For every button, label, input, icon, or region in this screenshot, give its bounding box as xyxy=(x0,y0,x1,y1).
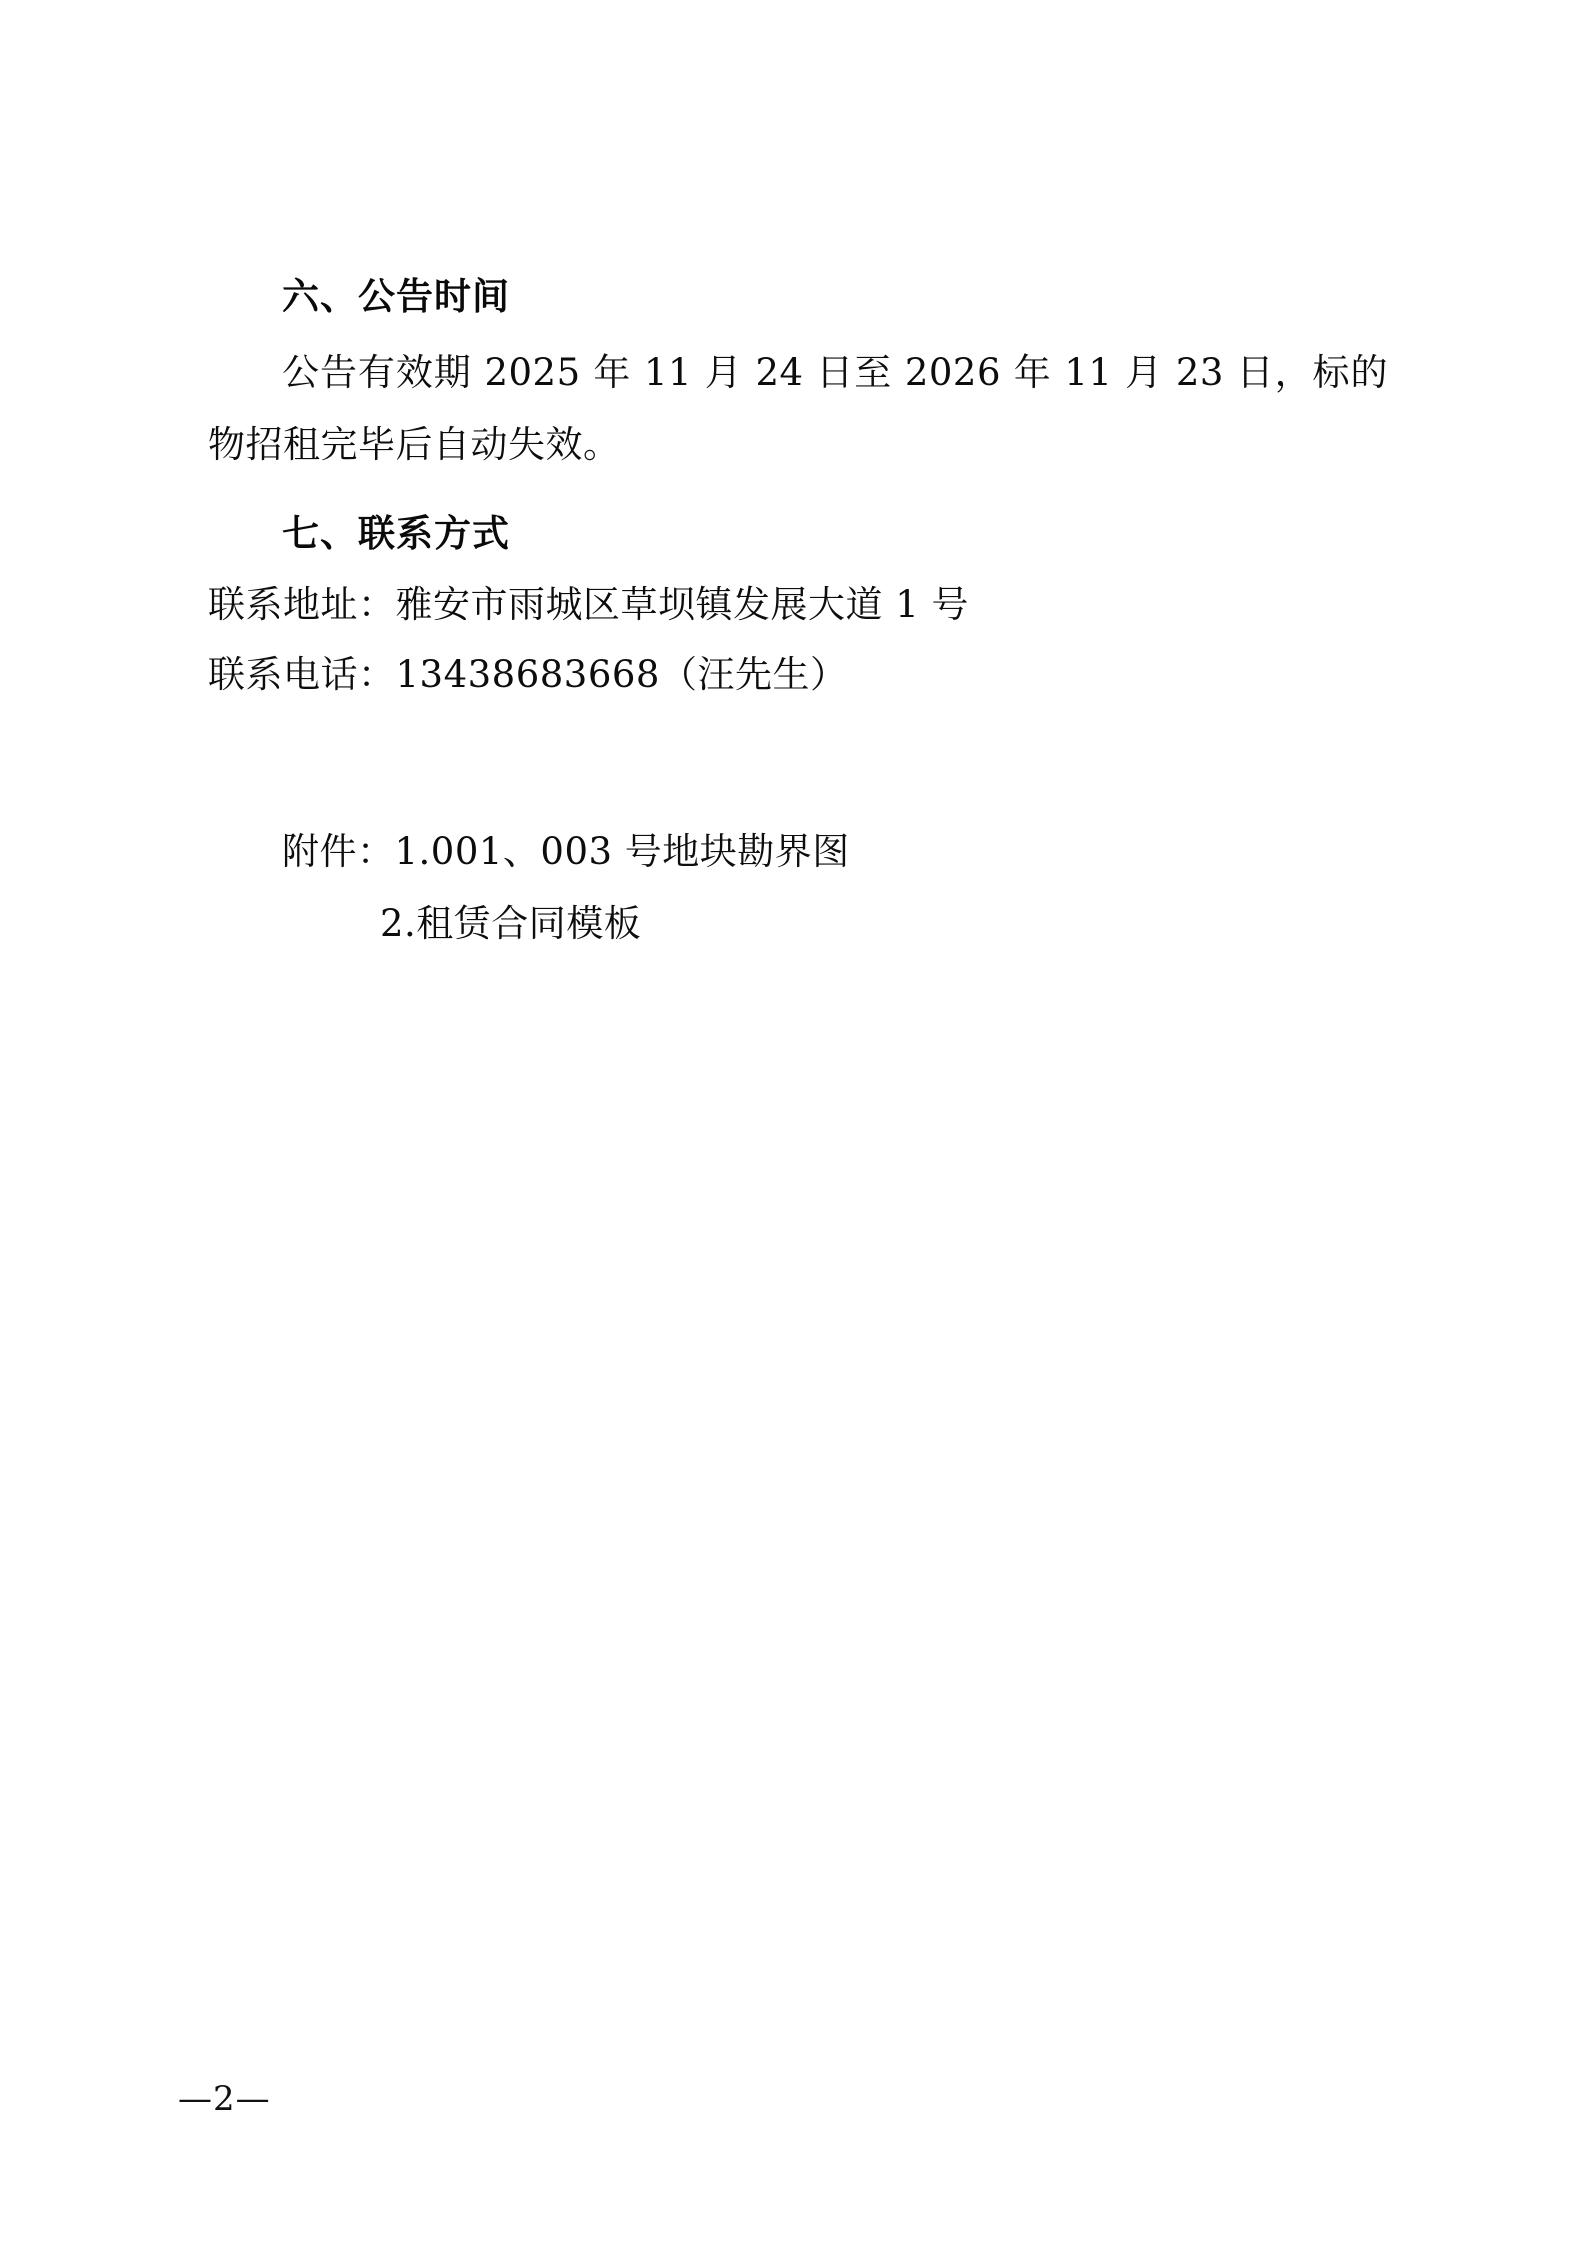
contact-address-value: 雅安市雨城区草坝镇发展大道 1 号 xyxy=(395,583,970,626)
contact-block xyxy=(208,570,1388,710)
attachments-block xyxy=(208,816,1388,960)
attachment-item-1 xyxy=(208,816,1388,888)
attachment-item-1-text: 1.001、003 号地块勘界图 xyxy=(394,830,850,873)
contact-address-label: 联系地址： xyxy=(208,583,396,626)
paragraph-announcement-period: 公告有效期 2025 年 11 月 24 日至 2026 年 11 月 23 日，标的物招租完毕后自动失效。 xyxy=(208,351,1388,466)
contact-address-line xyxy=(208,570,1388,640)
document-body xyxy=(208,275,1388,960)
contact-phone-line xyxy=(208,640,1388,710)
section-heading-announcement-time: 六、公告时间 xyxy=(282,275,510,318)
attachments-label: 附件： xyxy=(282,830,395,873)
contact-phone-label: 联系电话： xyxy=(208,653,396,696)
section-heading-contact-method: 七、联系方式 xyxy=(282,512,510,555)
contact-phone-value: 13438683668（汪先生） xyxy=(395,653,848,696)
page-number: —2— xyxy=(178,2079,271,2119)
attachment-item-2: 2.租赁合同模板 xyxy=(380,902,642,945)
